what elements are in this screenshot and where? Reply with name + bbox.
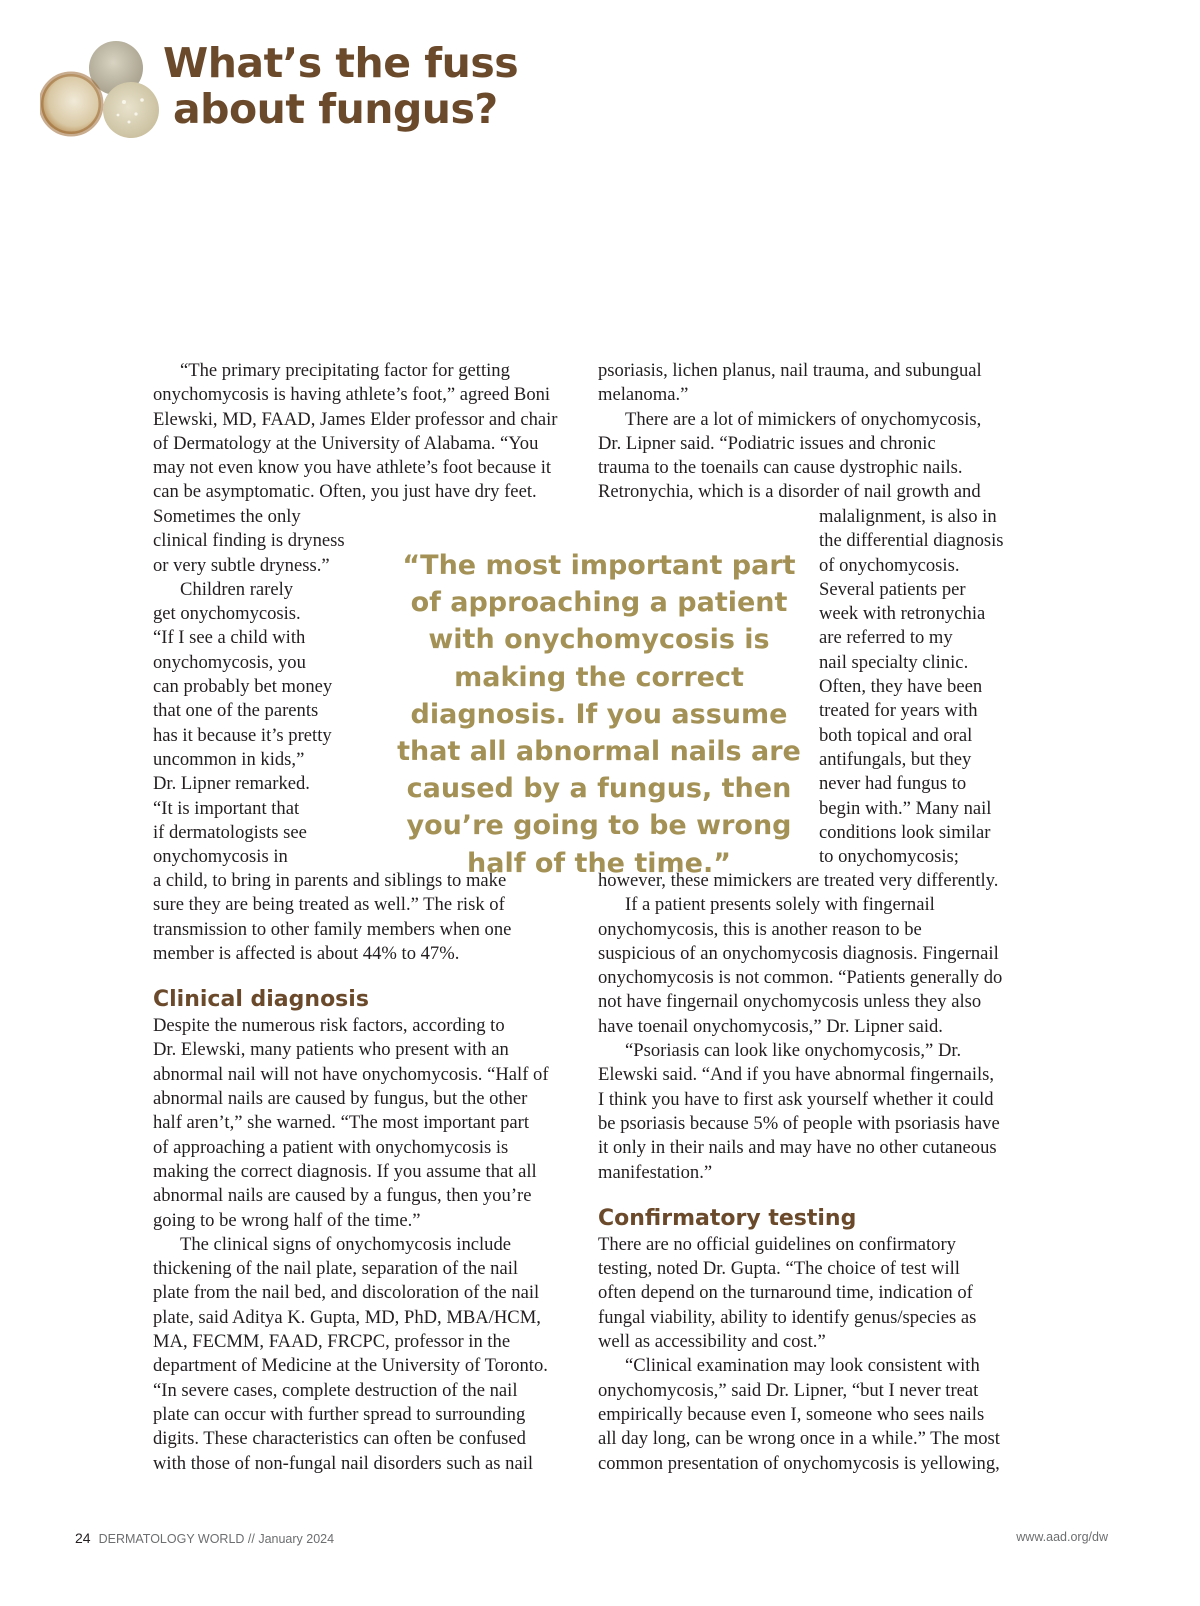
text-line: of Dermatology at the University of Alabama. “You (153, 432, 539, 454)
text-line: plate, said Aditya K. Gupta, MD, PhD, MBA/HCM, (153, 1306, 541, 1328)
text-line: uncommon in kids,” (153, 748, 305, 770)
text-line: There are no official guidelines on confirmatory (598, 1233, 956, 1255)
text-line: that one of the parents (153, 700, 319, 722)
text-line: psoriasis, lichen planus, nail trauma, and subungual (598, 360, 982, 381)
text-line: empirically because even I, someone who sees nails (598, 1403, 985, 1425)
text-line: digits. These characteristics can often be confused (153, 1428, 526, 1450)
text-line: half aren’t,” she warned. “The most important part (153, 1112, 530, 1134)
left-column-wrap (153, 505, 378, 869)
text-line: plate from the nail bed, and discoloration of the nail (153, 1282, 540, 1304)
title-line-2: about fungus? (173, 85, 498, 133)
text-line: treated for years with (819, 700, 978, 722)
text-line: however, these mimickers are treated very differently. (598, 870, 999, 891)
footer-left (75, 1530, 334, 1546)
text-line: have toenail onychomycosis,” Dr. Lipner said. (598, 1015, 943, 1037)
text-line: Elewski, MD, FAAD, James Elder professor and chair (153, 408, 558, 430)
text-line: thickening of the nail plate, separation of the nail (153, 1258, 519, 1280)
text-line: Despite the numerous risk factors, according to (153, 1015, 505, 1037)
text-line: or very subtle dryness.” (153, 554, 330, 576)
text-line: sure they are being treated as well.” The risk of (153, 894, 505, 916)
text-line: abnormal nails are caused by fungus, but the other (153, 1088, 528, 1110)
text-line: well as accessibility and cost.” (598, 1331, 826, 1353)
right-column-intro (598, 359, 1038, 505)
text-line: manifestation.” (598, 1161, 713, 1183)
text-line: clinical finding is dryness (153, 530, 345, 552)
text-line: onychomycosis is not common. “Patients generally do (598, 967, 1003, 989)
text-line: has it because it’s pretty (153, 724, 332, 746)
text-line: if dermatologists see (153, 821, 307, 843)
text-line: If a patient presents solely with fingernail (625, 894, 935, 916)
text-line: melanoma.” (598, 384, 689, 406)
text-line: Dr. Lipner said. “Podiatric issues and chronic (598, 432, 936, 454)
text-line: “In severe cases, complete destruction of the nail (153, 1379, 518, 1401)
text-line: Several patients per (819, 578, 966, 600)
petri-dish-logo (40, 40, 162, 140)
text-line: can be asymptomatic. Often, you just have dry feet. (153, 481, 537, 503)
text-line: with those of non-fungal nail disorders such as nail (153, 1452, 534, 1474)
publication-issue: DERMATOLOGY WORLD // January 2024 (98, 1532, 335, 1546)
text-line: Dr. Lipner remarked. (153, 773, 310, 795)
text-line: trauma to the toenails can cause dystrophic nails. (598, 457, 963, 479)
text-line: abnormal nails are caused by a fungus, then you’re (153, 1185, 532, 1207)
text-line: conditions look similar (819, 821, 991, 843)
text-line: the differential diagnosis (819, 530, 1004, 552)
text-line: malalignment, is also in (819, 506, 997, 527)
text-line: it only in their nails and may have no other cutaneous (598, 1137, 997, 1159)
text-line: fungal viability, ability to identify genus/species as (598, 1306, 977, 1328)
text-line: get onychomycosis. (153, 603, 301, 625)
text-line: “The primary precipitating factor for getting (180, 360, 510, 381)
text-line: begin with.” Many nail (819, 797, 992, 819)
text-line: can probably bet money (153, 676, 333, 698)
text-line: both topical and oral (819, 724, 973, 746)
text-line: “Psoriasis can look like onychomycosis,” Dr. (625, 1040, 962, 1062)
text-line: “Clinical examination may look consistent with (625, 1355, 980, 1377)
text-line: onychomycosis is having athlete’s foot,” agreed Boni (153, 384, 551, 406)
text-line: are referred to my (819, 627, 953, 649)
text-line: Sometimes the only (153, 506, 301, 527)
text-line: “If I see a child with (153, 627, 306, 649)
text-line: of approaching a patient with onychomycosis is (153, 1136, 509, 1158)
text-line: suspicious of an onychomycosis diagnosis. Fingernail (598, 942, 999, 964)
text-line: be psoriasis because 5% of people with psoriasis have (598, 1112, 1000, 1134)
text-line: common presentation of onychomycosis is yellowing, (598, 1452, 1000, 1474)
text-line: onychomycosis, you (153, 651, 306, 673)
left-column-intro (153, 359, 583, 505)
text-line: Dr. Elewski, many patients who present with an (153, 1039, 509, 1061)
text-line: “It is important that (153, 797, 300, 819)
text-line: Often, they have been (819, 676, 983, 698)
text-line: often depend on the turnaround time, indication of (598, 1282, 973, 1304)
text-line: Children rarely (180, 578, 294, 600)
text-line: There are a lot of mimickers of onychomycosis, (625, 408, 982, 430)
text-line: Retronychia, which is a disorder of nail growth and (598, 481, 981, 503)
text-line: abnormal nail will not have onychomycosis. “Half of (153, 1063, 549, 1085)
text-line: testing, noted Dr. Gupta. “The choice of test will (598, 1258, 960, 1280)
right-column-body (598, 869, 1038, 1476)
section-heading-clinical-diagnosis: Clinical diagnosis (153, 987, 369, 1013)
text-line: I think you have to first ask yourself whether it could (598, 1088, 994, 1110)
text-line: The clinical signs of onychomycosis include (180, 1233, 512, 1255)
text-line: never had fungus to (819, 773, 967, 795)
title-line-1: What’s the fuss (163, 39, 519, 87)
text-line: onychomycosis,” said Dr. Lipner, “but I never treat (598, 1379, 979, 1401)
text-line: to onychomycosis; (819, 846, 959, 868)
section-heading-confirmatory-testing: Confirmatory testing (598, 1205, 857, 1231)
text-line: antifungals, but they (819, 748, 972, 770)
text-line: member is affected is about 44% to 47%. (153, 942, 460, 964)
text-line: of onychomycosis. (819, 554, 960, 576)
right-column-wrap (819, 505, 1039, 869)
text-line: may not even know you have athlete’s foot because it (153, 457, 552, 479)
text-line: going to be wrong half of the time.” (153, 1209, 421, 1231)
text-line: week with retronychia (819, 603, 986, 625)
text-line: department of Medicine at the University of Toronto. (153, 1355, 548, 1377)
text-line: plate can occur with further spread to surrounding (153, 1403, 526, 1425)
text-line: MA, FECMM, FAAD, FRCPC, professor in the (153, 1331, 511, 1353)
text-line: transmission to other family members when one (153, 918, 512, 940)
text-line: making the correct diagnosis. If you assume that all (153, 1160, 537, 1182)
pull-quote: “The most important part of approaching a patient with onychomycosis is making the correct diagnosis. If you assume that all abnormal nails are caused by a fungus, then you’re going to be wrong half of the time.” (397, 550, 801, 879)
text-line: a child, to bring in parents and siblings to make (153, 870, 507, 891)
left-column-body (153, 869, 583, 1476)
page-title (163, 40, 518, 132)
footer-url[interactable]: www.aad.org/dw (1016, 1530, 1108, 1544)
text-line: onychomycosis, this is another reason to be (598, 918, 922, 940)
text-line: onychomycosis in (153, 846, 288, 868)
text-line: nail specialty clinic. (819, 651, 969, 673)
text-line: not have fingernail onychomycosis unless they also (598, 991, 982, 1013)
text-line: all day long, can be wrong once in a while.” The most (598, 1428, 1000, 1450)
text-line: Elewski said. “And if you have abnormal fingernails, (598, 1064, 995, 1086)
page-number: 24 (75, 1530, 91, 1546)
